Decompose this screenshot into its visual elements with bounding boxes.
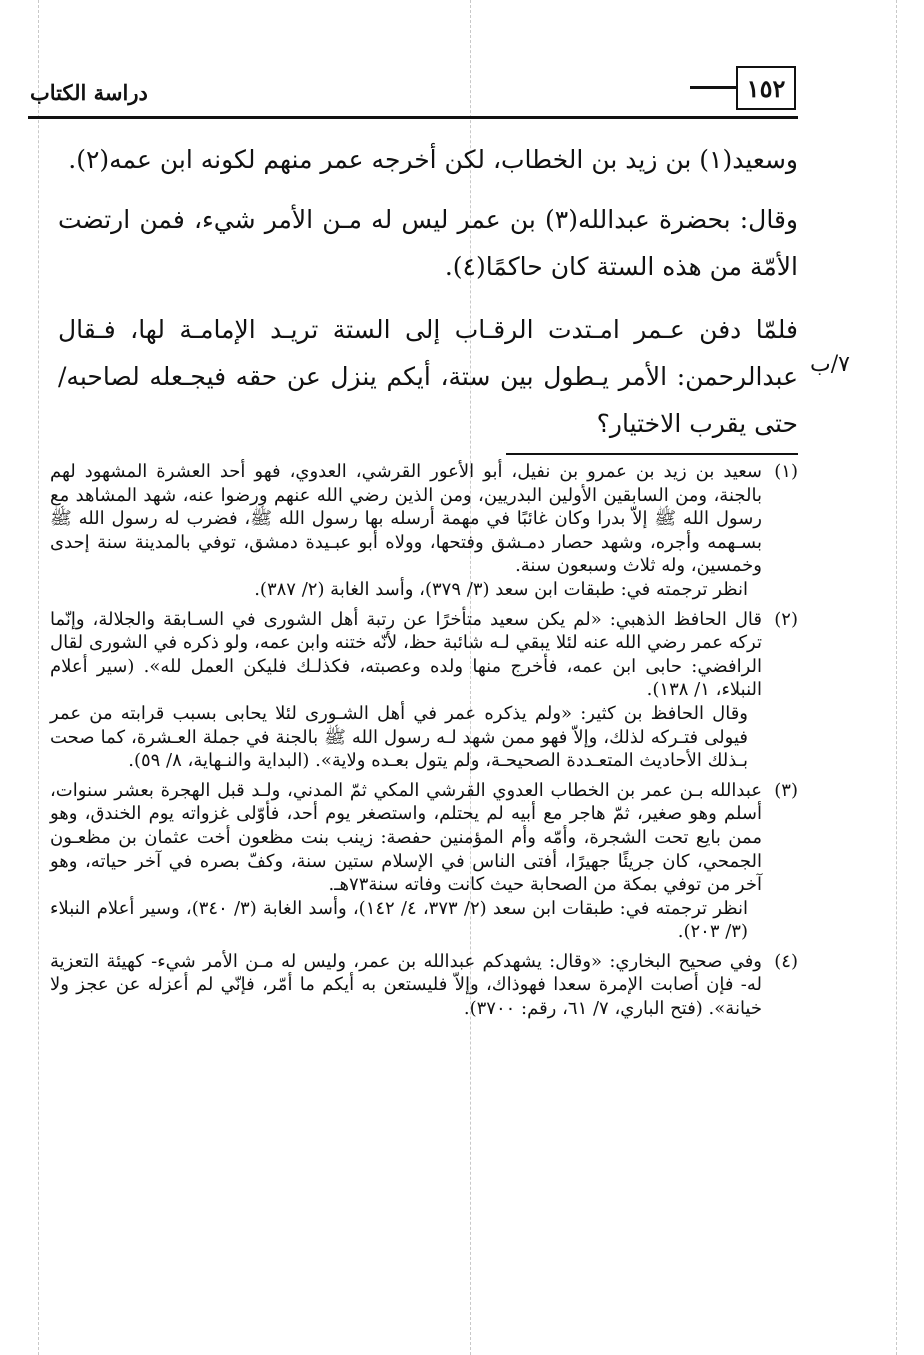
footnote-separator	[506, 453, 798, 455]
scan-artifact-line	[38, 0, 39, 1355]
footnotes	[50, 460, 798, 1027]
page-number: ١٥٢	[736, 66, 796, 110]
main-paragraph-1: وسعيد(١) بن زيد بن الخطاب، لكن أخرجه عمر منهم لكونه ابن عمه(٢).	[68, 145, 798, 174]
footnote-text: قال الحافظ الذهبي: «لم يكن سعيد متأخرًا عن رتبة أهل الشورى في السـابقة والجلالة، وإنّما تركه عمر رضي الله عنه لئلا يبقي لـه شائبة حظ، لأنّه ختنه وابن عمه، ولو ذكره في الشورى لقال الرافضي: حابى ابن عمه، فأخرج منها ولده وعصبته، فكذلـك فليكن العمل لله». (سير أعلام النبلاء، ١/ ١٣٨).	[50, 608, 762, 701]
running-title: دراسة الكتاب	[30, 80, 148, 105]
header-accent-rule	[690, 86, 736, 89]
manuscript-folio-marker: ٧/ب	[810, 352, 850, 377]
scan-artifact-line	[896, 0, 897, 1355]
footnote-4	[50, 950, 798, 1021]
footnote-text: وفي صحيح البخاري: «وقال: يشهدكم عبدالله بن عمر، وليس له مـن الأمر شيء- كهيئة التعزية له- فإن أصابت الإمرة سعدا فهوذاك، وإلاّ فليستعن به أيكم ما أمّر، فإنّي لم أعزله عن عجز ولا خيانة». (فتح الباري، ٧/ ٦١، رقم: ٣٧٠٠).	[50, 950, 763, 1020]
footnote-number: (١)	[774, 461, 798, 482]
footnote-1	[50, 460, 798, 602]
footnote-2	[50, 608, 798, 773]
footnote-reference: وقال الحافظ بن كثير: «ولم يذكره عمر في أهل الشـورى لئلا يحابى بسبب قرابته من عمر فيولى فتـركه لذلك، وإلاّ فهو ممن شهد لـه رسول الله ﷺ بالجنة في جملة العـشرة، كما صحت بـذلك الأحاديث المتعـددة الصحيحـة، ولم يتول بعـده ولاية». (البداية والنـهاية، ٨/ ٥٩).	[50, 702, 748, 772]
footnote-reference: انظر ترجمته في: طبقات ابن سعد (٢/ ٣٧٣، ٤/ ١٤٢)، وأسد الغابة (٣/ ٣٤٠)، وسير أعلام النبلاء (٣/ ٢٠٣).	[50, 897, 748, 943]
footnote-text: سعيد بن زيد بن عمرو بن نفيل، أبو الأعور القرشي، العدوي، فهو أحد العشرة المشهود لهم بالجنة، ومن السابقين الأولين البدريين، ومن الذين رضي الله عنهم ورضوا عنه، شهد المشاهد مع رسول الله ﷺ إلاّ بدرا وكان غائبًا في مهمة أرسله بها رسول الله ﷺ، فضرب له رسول الله ﷺ بسـهمه وأجره، وشهد حصار دمـشق وفتحها، وولاه أبو عبـيدة دمشق، توفي بالمدينة سنة إحدى وخمسين، وله ثلاث وسبعون سنة.	[50, 461, 762, 577]
footnote-text: عبدالله بـن عمر بن الخطاب العدوي القرشي المكي ثمّ المدني، ولـد قبل الهجرة بعشر سنوات، أسلم وهو صغير، ثمّ هاجر مع أبيه لم يحتلم، واستصغر يوم أحد، فأوّلى غزواته يوم الخندق، وهو ممن بايع تحت الشجرة، وأمّه وأم المؤمنين حفصة: زينب بنت مظعون أخت عثمان بن مظعـون الجمحي، كان جريئًا جهيرًا، أفتى الناس في الإسلام ستين سنة، وكفّ بصره في آخر حياته، وهو آخر من توفي بمكة من الصحابة حيث كانت وفاته سنة٧٣هـ.	[50, 779, 762, 896]
footnote-3	[50, 779, 798, 944]
main-paragraph-3: فلمّا دفن عـمر امـتدت الرقـاب إلى الستة تريـد الإمامـة لها، فـقال عبدالرحمن: الأمر يـطول بين ستة، أيكم ينزل عن حقه فيجـعله لصاحبه/ حتى يقرب الاختيار؟	[58, 315, 798, 438]
main-paragraph-2: وقال: بحضرة عبدالله(٣) بن عمر ليس له مـن الأمر شيء، فمن ارتضت الأمّة من هذه الستة كان حاكمًا(٤).	[58, 205, 798, 281]
header-rule	[28, 116, 798, 119]
footnote-number: (٣)	[774, 779, 798, 801]
footnote-number: (٢)	[774, 608, 798, 630]
footnote-number: (٤)	[774, 950, 798, 972]
footnote-reference: انظر ترجمته في: طبقات ابن سعد (٣/ ٣٧٩)، وأسد الغابة (٢/ ٣٨٧).	[254, 578, 748, 600]
